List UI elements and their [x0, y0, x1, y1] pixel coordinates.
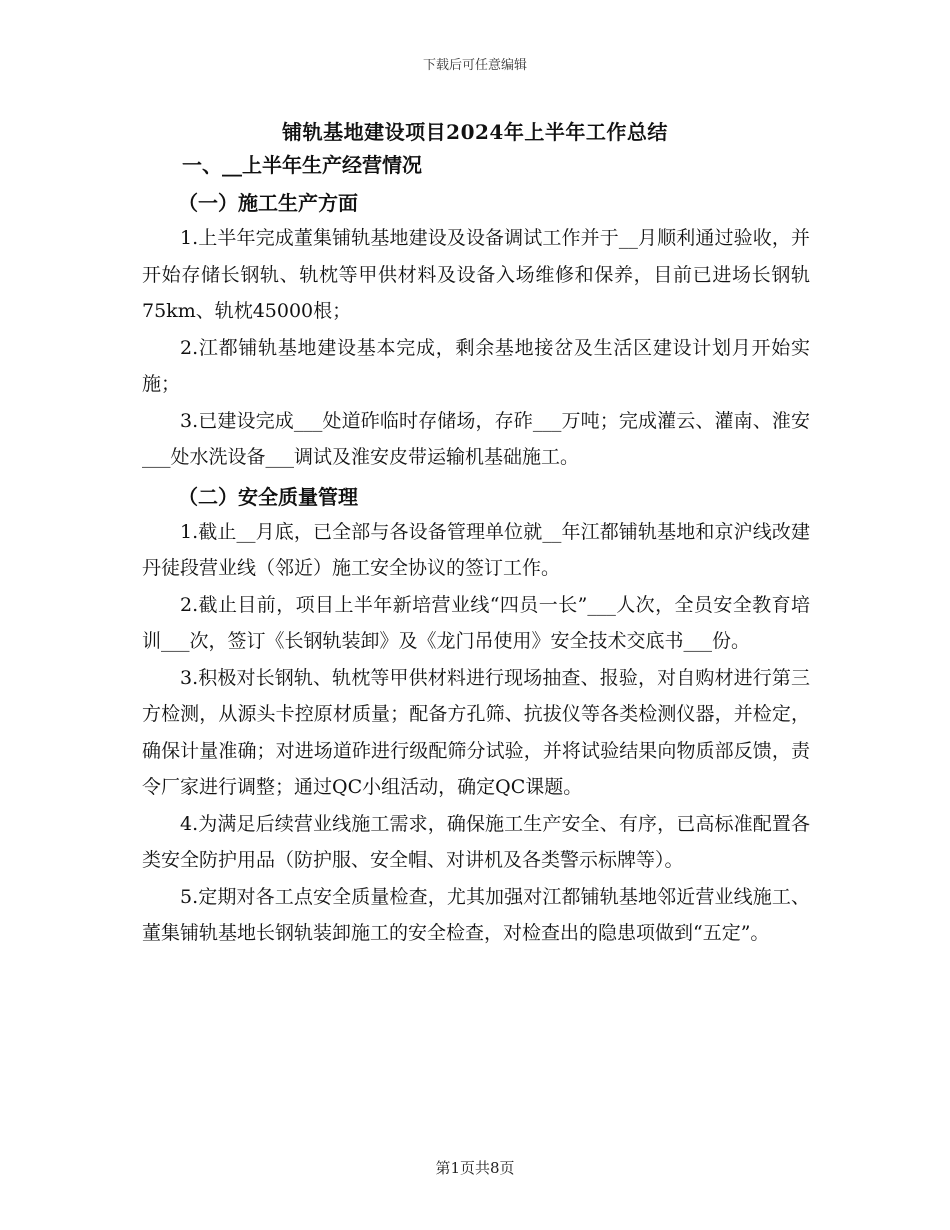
document-body [142, 148, 810, 952]
document-title: 铺轨基地建设项目2024年上半年工作总结 [282, 120, 668, 144]
paragraph: 3.已建设完成___处道砟临时存储场，存砟___万吨；完成灌云、灌南、淮安___处水洗设备___调试及淮安皮带运输机基础施工。 [142, 409, 810, 468]
page-footer: 第1页共8页 [435, 1159, 515, 1177]
section-heading-1: 一、__上半年生产经营情况 [182, 153, 422, 177]
paragraph: 1.截止__月底，已全部与各设备管理单位就__年江都铺轨基地和京沪线改建丹徒段营业线（邻近）施工安全协议的签订工作。 [142, 520, 810, 579]
paragraph: 5.定期对各工点安全质量检查，尤其加强对江都铺轨基地邻近营业线施工、董集铺轨基地长钢轨装卸施工的安全检查，对检查出的隐患项做到“五定”。 [142, 885, 810, 944]
paragraph: 3.积极对长钢轨、轨枕等甲供材料进行现场抽查、报验，对自购材进行第三方检测，从源头卡控原材质量；配备方孔筛、抗拔仪等各类检测仪器，并检定，确保计量准确；对进场道砟进行级配筛分试验，并将试验结果向物质部反馈，责令厂家进行调整；通过QC小组活动，确定QC课题。 [142, 666, 810, 798]
header-note: 下载后可任意编辑 [422, 58, 527, 73]
paragraph: 2.江都铺轨基地建设基本完成，剩余基地接岔及生活区建设计划月开始实施； [142, 336, 810, 395]
paragraph: 2.截止目前，项目上半年新培营业线“四员一长”___人次，全员安全教育培训___次，签订《长钢轨装卸》及《龙门吊使用》安全技术交底书___份。 [142, 593, 810, 652]
subsection-heading-safety-quality: （二）安全质量管理 [178, 484, 358, 509]
subsection-heading-construction: （一）施工生产方面 [178, 191, 358, 215]
paragraph: 4.为满足后续营业线施工需求，确保施工生产安全、有序，已高标准配置各类安全防护用品（防护服、安全帽、对讲机及各类警示标牌等）。 [142, 812, 810, 871]
paragraph: 1.上半年完成董集铺轨基地建设及设备调试工作并于__月顺利通过验收，并开始存储长钢轨、轨枕等甲供材料及设备入场维修和保养，目前已进场长钢轨75km、轨枕45000根； [142, 227, 810, 322]
